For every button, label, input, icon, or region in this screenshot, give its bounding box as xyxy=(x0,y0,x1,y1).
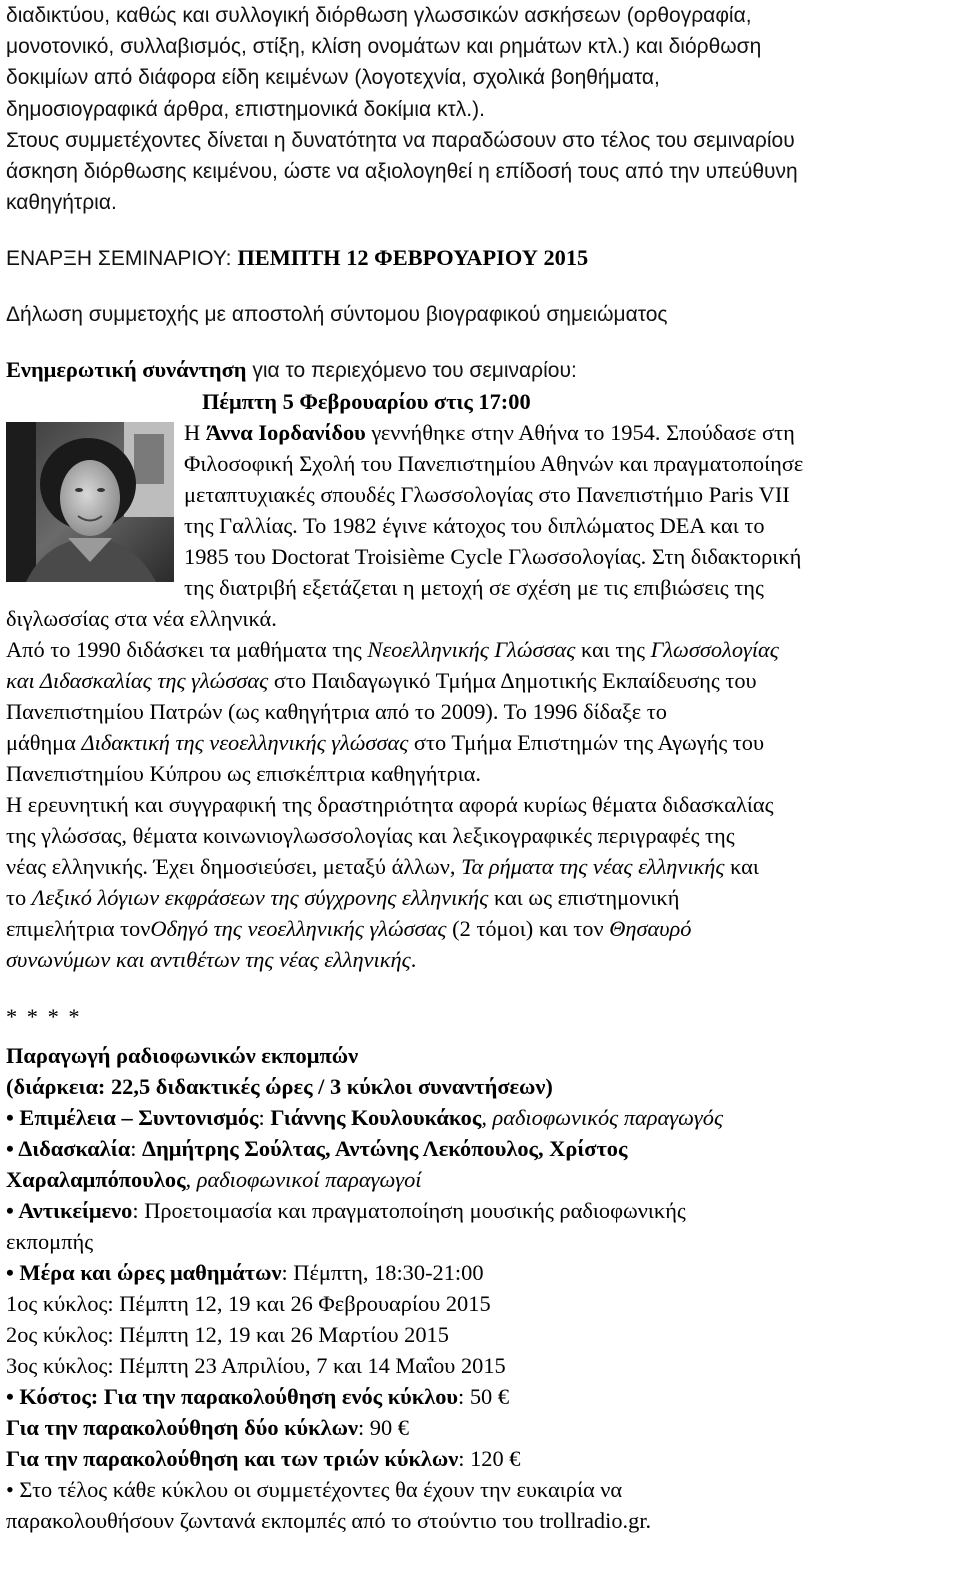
seminar-start-label: ΕΝΑΡΞΗ ΣΕΜΙΝΑΡΙΟΥ: xyxy=(6,247,238,271)
radio-cycle-3: 3ος κύκλος: Πέμπτη 23 Απριλίου, 7 και 14 Μαΐου 2015 xyxy=(6,1353,506,1379)
intro-line: διαδικτύου, καθώς και συλλογική διόρθωση γλωσσικών ασκήσεων (ορθογραφία, xyxy=(6,4,752,27)
info-meeting-date: Πέμπτη 5 Φεβρουαρίου στις 17:00 xyxy=(202,389,531,415)
bio-line: της διατριβή εξετάζεται η μετοχή σε σχέση με τις επιβιώσεις της xyxy=(184,575,764,601)
research-line: Η ερευνητική και συγγραφική της δραστηριότητα αφορά κυρίως θέματα διδασκαλίας xyxy=(6,792,774,818)
bio-line: 1985 του Doctorat Troisième Cycle Γλωσσολογίας. Στη διδακτορική xyxy=(184,544,802,570)
radio-end-cont: παρακολουθήσουν ζωντανά εκπομπές από το στούντιο του trollradio.gr. xyxy=(6,1508,652,1534)
research-line: επιμελήτρια τονΟδηγό της νεοελληνικής γλώσσας (2 τόμοι) και τον Θησαυρό xyxy=(6,916,692,942)
radio-cycle-2: 2ος κύκλος: Πέμπτη 12, 19 και 26 Μαρτίου 2015 xyxy=(6,1322,449,1348)
intro-line: Στους συμμετέχοντες δίνεται η δυνατότητα να παραδώσουν στο τέλος του σεμιναρίου xyxy=(6,128,795,152)
teaching-line: και Διδασκαλίας της γλώσσας στο Παιδαγωγικό Τμήμα Δημοτικής Εκπαίδευσης του xyxy=(6,668,757,694)
radio-days: • Μέρα και ώρες μαθημάτων: Πέμπτη, 18:30-21:00 xyxy=(6,1260,484,1286)
radio-subject: • Αντικείμενο: Προετοιμασία και πραγματοποίηση μουσικής ραδιοφωνικής xyxy=(6,1198,686,1224)
teaching-line: Πανεπιστημίου Κύπρου ως επισκέπτρια καθηγήτρια. xyxy=(6,761,481,787)
radio-teaching: • Διδασκαλία: Δημήτρης Σούλτας, Αντώνης Λεκόπουλος, Χρίστος xyxy=(6,1136,628,1162)
seminar-start xyxy=(6,242,952,274)
intro-line: άσκηση διόρθωσης κειμένου, ώστε να αξιολογηθεί η επίδοσή τους από την υπεύθυνη xyxy=(6,160,798,184)
info-meeting-label: Ενημερωτική συνάντηση xyxy=(6,356,247,382)
research-line: το Λεξικό λόγιων εκφράσεων της σύγχρονης ελληνικής και ως επιστημονική xyxy=(6,885,680,911)
radio-subject-cont: εκπομπής xyxy=(6,1229,94,1255)
intro-line: μονοτονικό, συλλαβισμός, στίξη, κλίση ονομάτων και ρημάτων κτλ.) και διόρθωση xyxy=(6,35,762,59)
bio-line: Η Άννα Ιορδανίδου γεννήθηκε στην Αθήνα το 1954. Σπούδασε στη xyxy=(184,420,795,446)
radio-teaching-cont: Χαραλαμπόπουλος, ραδιοφωνικοί παραγωγοί xyxy=(6,1167,422,1193)
bio-line: μεταπτυχιακές σπουδές Γλωσσολογίας στο Πανεπιστήμιο Paris VII xyxy=(184,482,790,508)
research-line: νέας ελληνικής. Έχει δημοσιεύσει, μεταξύ άλλων, Τα ρήματα της νέας ελληνικής και xyxy=(6,854,759,880)
radio-editing: • Επιμέλεια – Συντονισμός: Γιάννης Κουλουκάκος, ραδιοφωνικός παραγωγός xyxy=(6,1105,724,1131)
bio-line: Φιλοσοφική Σχολή του Πανεπιστημίου Αθηνών και πραγματοποίησε xyxy=(184,451,804,477)
radio-title: Παραγωγή ραδιοφωνικών εκπομπών xyxy=(6,1043,359,1069)
bio-name: Άννα Ιορδανίδου xyxy=(205,420,366,446)
seminar-start-date: ΠΕΜΠΤΗ 12 ΦΕΒΡΟΥΑΡΙΟΥ 2015 xyxy=(237,245,589,271)
teaching-line: μάθημα Διδακτική της νεοελληνικής γλώσσας στο Τμήμα Επιστημών της Αγωγής του xyxy=(6,730,765,756)
info-meeting-text: για το περιεχόμενο του σεμιναρίου: xyxy=(246,358,577,382)
radio-section xyxy=(6,1040,952,1536)
intro-paragraph xyxy=(6,0,952,218)
section-separator: * * * * xyxy=(6,1004,82,1030)
participation-declaration: Δήλωση συμμετοχής με αποστολή σύντομου βιογραφικού σημειώματος xyxy=(6,302,668,326)
teaching-paragraph xyxy=(6,634,952,789)
radio-duration: (διάρκεια: 22,5 διδακτικές ώρες / 3 κύκλοι συναντήσεων) xyxy=(6,1074,553,1100)
teaching-line: Από το 1990 διδάσκει τα μαθήματα της Νεοελληνικής Γλώσσας και της Γλωσσολογίας xyxy=(6,637,779,663)
radio-cost-2: Για την παρακολούθηση δύο κύκλων: 90 € xyxy=(6,1415,409,1441)
bio-section xyxy=(6,417,952,634)
bio-line: διγλωσσίας στα νέα ελληνικά. xyxy=(6,606,277,632)
bio-line: της Γαλλίας. Το 1982 έγινε κάτοχος του διπλώματος DEA και το xyxy=(184,513,765,539)
info-meeting xyxy=(6,354,952,386)
document-page xyxy=(6,0,952,1536)
radio-cost-1: • Κόστος: Για την παρακολούθηση ενός κύκλου: 50 € xyxy=(6,1384,510,1410)
intro-line: καθηγήτρια. xyxy=(6,191,117,215)
radio-cycle-1: 1ος κύκλος: Πέμπτη 12, 19 και 26 Φεβρουαρίου 2015 xyxy=(6,1291,491,1317)
intro-line: δοκιμίων από διάφορα είδη κειμένων (λογοτεχνία, σχολικά βοηθήματα, xyxy=(6,66,660,90)
radio-end: • Στο τέλος κάθε κύκλου οι συμμετέχοντες θα έχουν την ευκαιρία να xyxy=(6,1477,623,1503)
intro-line: δημοσιογραφικά άρθρα, επιστημονικά δοκίμια κτλ.). xyxy=(6,97,485,121)
research-line: της γλώσσας, θέματα κοινωνιογλωσσολογίας και λεξικογραφικές περιγραφές της xyxy=(6,823,735,849)
radio-cost-3: Για την παρακολούθηση και των τριών κύκλων: 120 € xyxy=(6,1446,521,1472)
research-line: συνωνύμων και αντιθέτων της νέας ελληνικής. xyxy=(6,947,417,973)
portrait-photo xyxy=(6,422,174,582)
research-paragraph xyxy=(6,789,952,975)
teaching-line: Πανεπιστημίου Πατρών (ως καθηγήτρια από το 2009). Το 1996 δίδαξε το xyxy=(6,699,667,725)
